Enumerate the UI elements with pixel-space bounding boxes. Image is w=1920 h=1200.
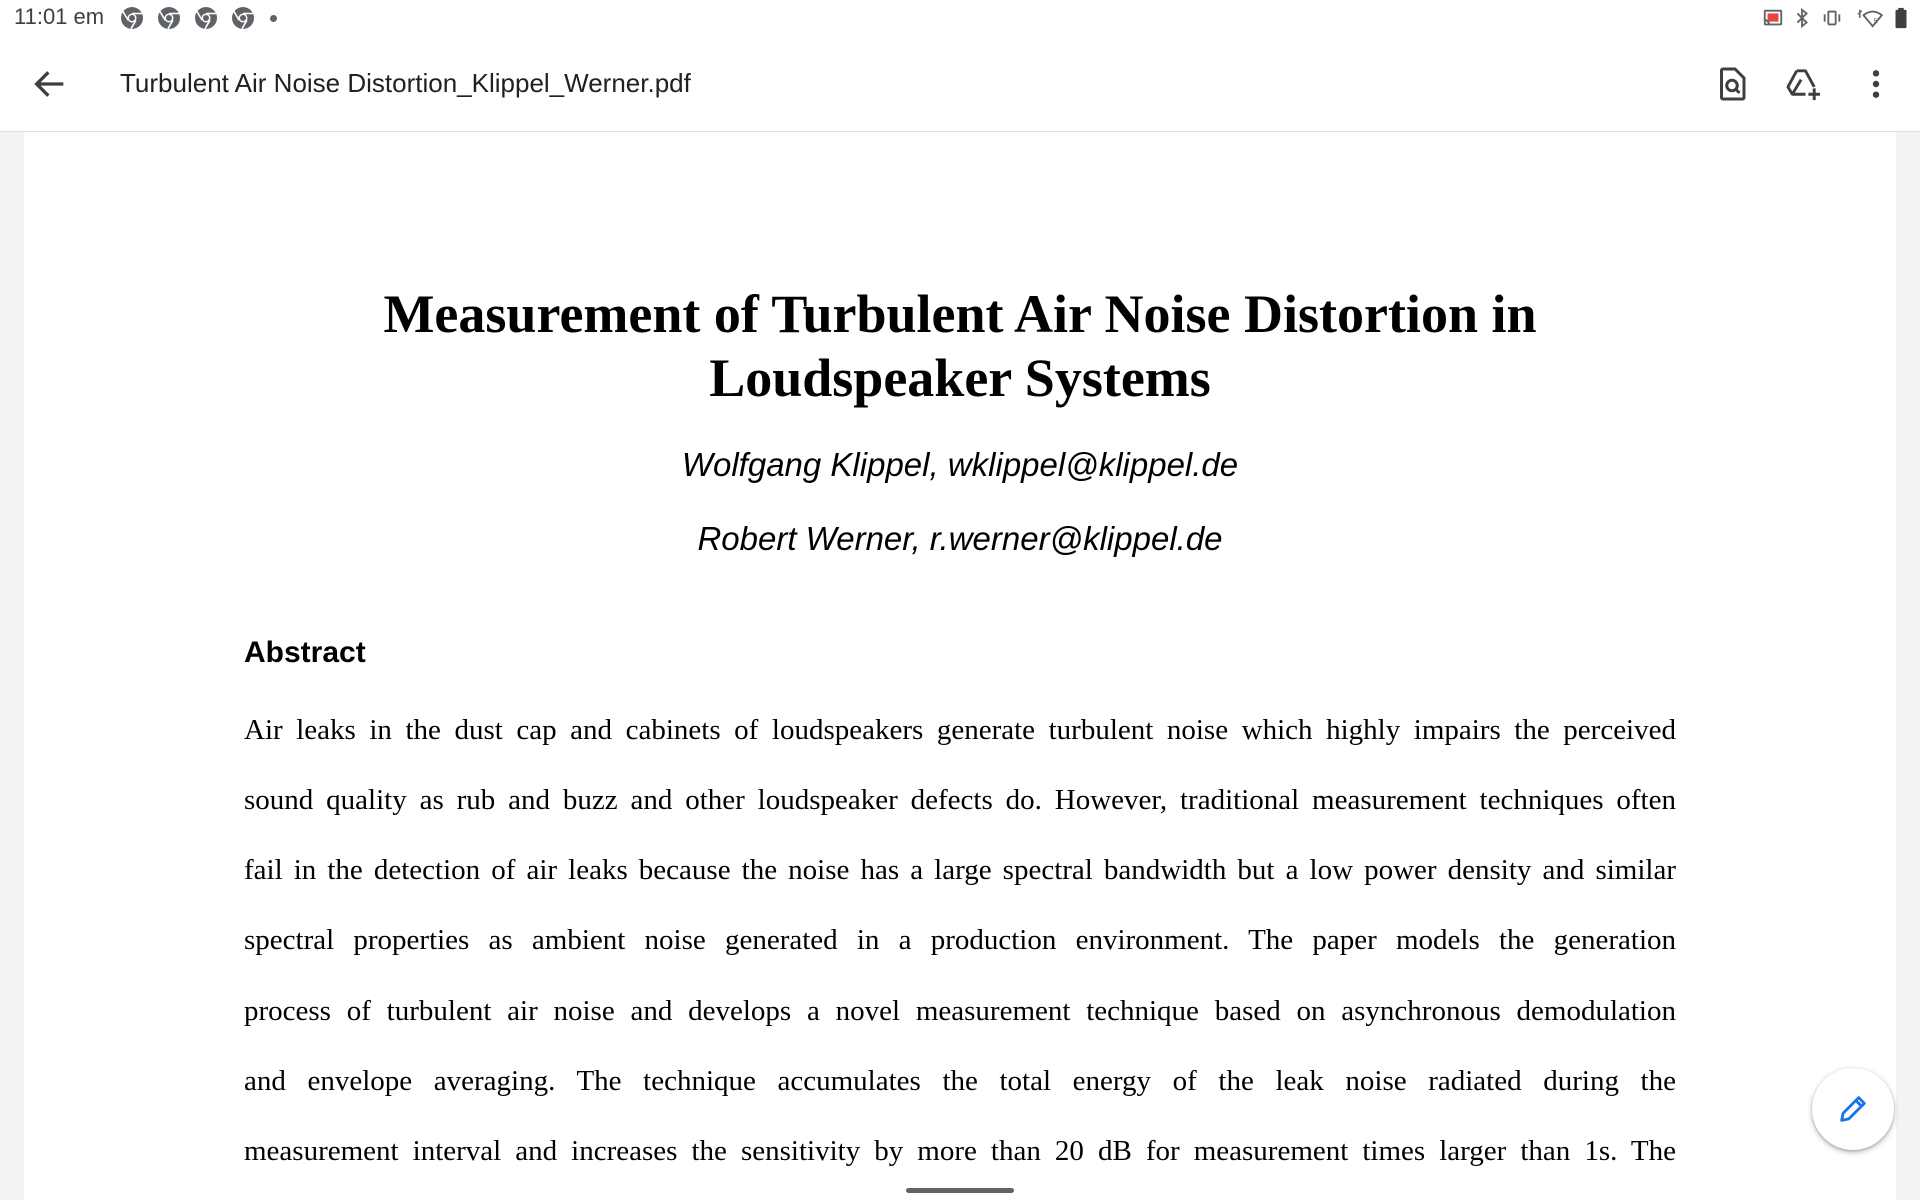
author-1: Wolfgang Klippel, wklippel@klippel.de: [681, 446, 1239, 483]
edit-fab-button[interactable]: [1812, 1068, 1894, 1150]
chrome-icon: [231, 6, 255, 30]
pdf-page[interactable]: [24, 132, 1896, 1200]
arrow-back-icon: [30, 64, 70, 104]
chrome-icon: [120, 6, 144, 30]
more-options-button[interactable]: [1852, 60, 1900, 108]
notification-icons: [120, 6, 277, 30]
more-options-icon: [1871, 68, 1881, 100]
paper-title: [24, 282, 1896, 410]
system-icons: [1762, 6, 1908, 30]
abstract-line: sound quality as rub and buzz and other loudspeaker defects do. However, traditional measurement techniques often: [244, 784, 1676, 816]
vibrate-icon: [1820, 7, 1844, 29]
status-time: 11:01 em: [14, 4, 105, 29]
wifi-icon: [1854, 7, 1884, 29]
abstract-line: and envelope averaging. The technique accumulates the total energy of the leak noise radiated during the: [244, 1065, 1676, 1097]
paper-title-line-1: Measurement of Turbulent Air Noise Distortion in: [383, 284, 1537, 344]
find-in-page-icon: [1714, 66, 1750, 102]
document-title: Turbulent Air Noise Distortion_Klippel_Werner.pdf: [120, 68, 691, 98]
gesture-nav-handle[interactable]: [906, 1188, 1014, 1193]
app-bar: [0, 36, 1920, 132]
chrome-icon: [194, 6, 218, 30]
abstract-line: process of turbulent air noise and develops a novel measurement technique based on asynchronous demodulation: [244, 995, 1676, 1027]
abstract-line: fail in the detection of air leaks because the noise has a large spectral bandwidth but a low power density and similar: [244, 854, 1676, 886]
app-bar-actions: [1684, 60, 1900, 108]
more-notifications-dot-icon: [270, 15, 277, 22]
cast-icon: [1762, 7, 1784, 29]
battery-icon: [1894, 7, 1908, 29]
abstract-heading: Abstract: [244, 636, 366, 669]
abstract-line: Air leaks in the dust cap and cabinets of loudspeakers generate turbulent noise which highly impairs the perceived: [244, 714, 1676, 746]
status-bar: [0, 0, 1920, 36]
abstract-line: measurement interval and increases the sensitivity by more than 20 dB for measurement times larger than 1s. The: [244, 1135, 1676, 1167]
author-2: Robert Werner, r.werner@klippel.de: [697, 520, 1223, 557]
abstract-line: spectral properties as ambient noise generated in a production environment. The paper models the generation: [244, 924, 1676, 956]
paper-title-line-2: Loudspeaker Systems: [709, 348, 1211, 408]
back-button[interactable]: [30, 64, 78, 104]
add-to-drive-button[interactable]: [1780, 60, 1828, 108]
svg-text:5: 5: [1873, 16, 1878, 26]
edit-pencil-icon: [1836, 1092, 1870, 1126]
bluetooth-icon: [1794, 7, 1810, 29]
chrome-icon: [157, 6, 181, 30]
add-to-drive-icon: [1785, 66, 1823, 102]
find-in-page-button[interactable]: [1708, 60, 1756, 108]
